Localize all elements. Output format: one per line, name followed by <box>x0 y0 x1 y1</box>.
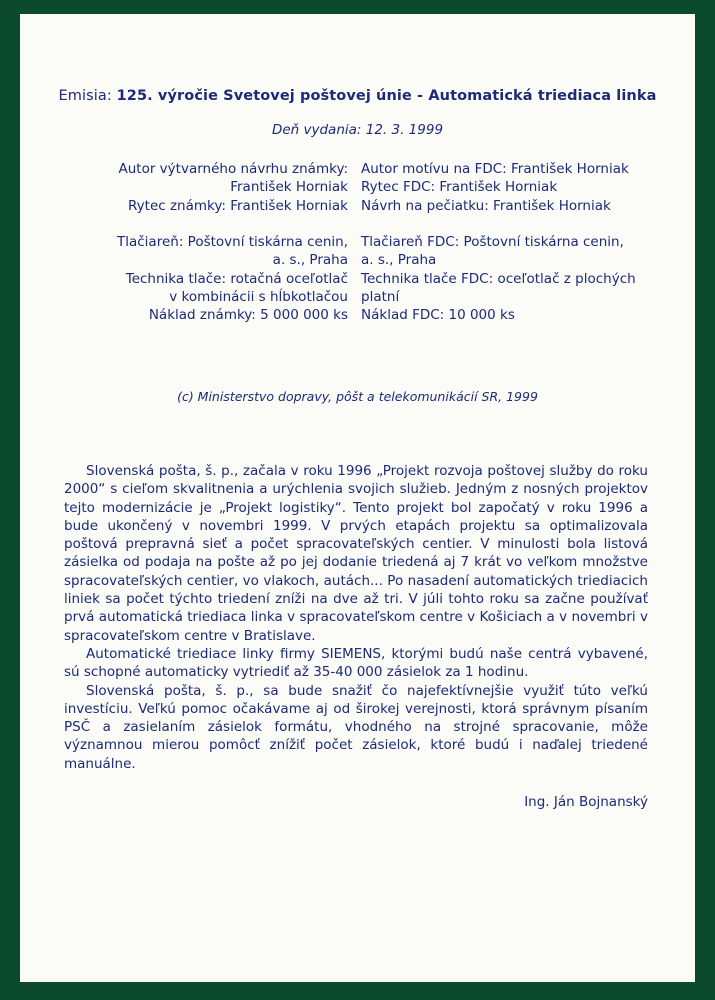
credit-line: Technika tlače FDC: oceľotlač z plochých <box>361 270 636 287</box>
document-page <box>20 14 695 982</box>
credits-right-column <box>361 160 679 325</box>
credit-spacer <box>361 215 679 233</box>
credit-line: Autor motívu na FDC: František Horniak <box>361 161 629 177</box>
body-paragraph: Slovenská pošta, š. p., sa bude snažiť čo najefektívnejšie využiť túto veľkú investíciu. Veľkú pomoc očakávame aj od širokej verejnosti, ktorá správnym písaním PSČ a zasielaním zásielok formátu, vhodného na strojné spracovanie, môže významnou mierou pomôcť znížiť počet zásielok, ktoré budú i naďalej triedené manuálne. <box>64 682 648 772</box>
author-signature: Ing. Ján Bojnanský <box>524 794 648 810</box>
credit-line: a. s., Praha <box>272 252 348 269</box>
body-paragraph: Slovenská pošta, š. p., začala v roku 1996 „Projekt rozvoja poštovej služby do roku 2000“ s cieľom skvalitnenia a urýchlenia svojich služieb. Jedným z nosných projektov tejto modernizácie je „Projekt logistiky“. Tento projekt bol započatý v roku 1996 a bude ukončený v novembri 1999. V prvých etapách projektu sa optimalizovala poštová prepravná sieť a počet spracovateľských centier. V minulosti bola listová zásielka od podaja na pošte až po jej dodanie triedená aj 7 krát vo veľkom množstve spracovateľských centier, vo vlakoch, autách... Po nasadení automatických triediacich liniek sa počet týchto triedení zníži na dve až tri. V júli tohto roku sa začne používať prvá automatická triediaca linka v spracovateľskom centre v Košiciach a v novembri v spracovateľskom centre v Bratislave. <box>64 463 648 644</box>
copyright-note: (c) Ministerstvo dopravy, pôšt a telekomunikácií SR, 1999 <box>177 389 538 404</box>
emission-title-line <box>20 88 695 104</box>
credit-line: a. s., Praha <box>361 252 437 269</box>
body-text <box>64 462 648 773</box>
credit-line: Technika tlače: rotačná oceľotlač <box>125 270 348 287</box>
credit-line: Rytec známky: František Horniak <box>128 197 348 214</box>
credit-line: Tlačiareň FDC: Poštovní tiskárna cenin, <box>361 234 624 251</box>
credit-line: v kombinácii s hĺbkotlačou <box>169 289 348 306</box>
credit-line: Autor výtvarného návrhu známky: <box>118 161 348 177</box>
credit-line: Návrh na pečiatku: František Horniak <box>361 197 611 214</box>
credit-line: Náklad FDC: 10 000 ks <box>361 307 515 324</box>
emission-title: 125. výročie Svetovej poštovej únie - Automatická triediaca linka <box>116 88 657 104</box>
body-paragraph: Automatické triediace linky firmy SIEMENS, ktorými budú naše centrá vybavené, sú schopné automaticky vytriediť až 35-40 000 zásielok za 1 hodinu. <box>64 645 648 681</box>
credit-line: František Horniak <box>230 179 348 196</box>
credits-left-column <box>40 160 348 325</box>
credit-line: Tlačiareň: Poštovní tiskárna cenin, <box>116 234 348 251</box>
credit-line: Náklad známky: 5 000 000 ks <box>148 307 348 324</box>
issue-date: Deň vydania: 12. 3. 1999 <box>271 122 444 138</box>
emission-label: Emisia: <box>58 88 117 104</box>
credit-spacer <box>40 215 348 233</box>
credit-line: Rytec FDC: František Horniak <box>361 179 558 196</box>
credit-line: platní <box>361 289 400 306</box>
